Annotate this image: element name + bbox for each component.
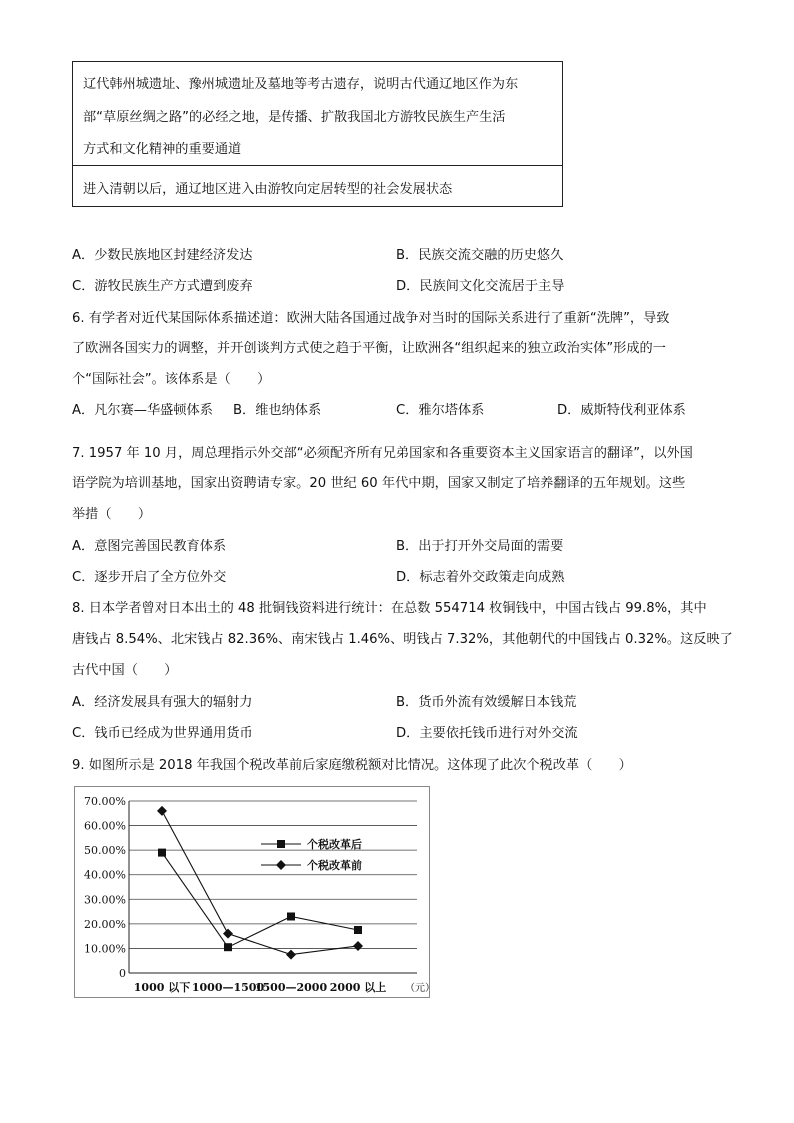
x-tick-label: 2000 以上	[329, 981, 387, 994]
table-cell-line: 方式和文化精神的重要通道	[83, 142, 242, 157]
tax-chart	[74, 786, 435, 998]
y-tick-label: 0	[119, 967, 126, 980]
q5-option-a[interactable]: A．少数民族地区封建经济发达	[72, 248, 253, 263]
q8-stem-line: 8. 日本学者曾对日本出土的 48 批铜钱资料进行统计：在总数 554714 枚铜钱中，中国古钱占 99.8%，其中	[72, 601, 707, 616]
series-line	[162, 811, 358, 955]
data-point-diamond	[286, 950, 296, 960]
y-tick-label: 10.00%	[84, 942, 126, 956]
q7-stem-line: 举措（ ）	[72, 507, 152, 522]
q6-stem-line: 6. 有学者对近代某国际体系描述道：欧洲大陆各国通过战争对当时的国际关系进行了重新“洗牌”，导致	[72, 311, 670, 326]
q6-option-a[interactable]: A．凡尔赛—华盛顿体系	[72, 403, 213, 418]
q8-stem-line: 古代中国（ ）	[72, 663, 178, 678]
q6-stem-line: 个“国际社会”。该体系是（ ）	[72, 372, 271, 387]
q8-option-c[interactable]: C．钱币已经成为世界通用货币	[72, 726, 253, 741]
table-cell-line: 部“草原丝绸之路”的必经之地，是传播、扩散我国北方游牧民族生产生活	[83, 110, 506, 125]
y-tick-label: 30.00%	[84, 893, 126, 907]
legend-marker-diamond	[276, 860, 286, 870]
q9-stem: 9. 如图所示是 2018 年我国个税改革前后家庭缴税额对比情况。这体现了此次个税改革（ ）	[72, 758, 632, 773]
q5-option-d[interactable]: D．民族间文化交流居于主导	[396, 279, 565, 294]
q5-option-c[interactable]: C．游牧民族生产方式遭到废弃	[72, 279, 253, 294]
q8-option-a[interactable]: A．经济发展具有强大的辐射力	[72, 695, 253, 710]
tax-line-chart	[75, 787, 435, 997]
q7-stem-line: 7. 1957 年 10 月，周总理指示外交部“必须配齐所有兄弟国家和各重要资本主义国家语言的翻译”，以外国	[72, 446, 693, 461]
y-tick-label: 70.00%	[84, 795, 126, 808]
q7-option-c[interactable]: C．逐步开启了全方位外交	[72, 570, 227, 585]
data-point-diamond	[353, 941, 363, 951]
x-tick-label: 1000 以下	[133, 981, 191, 994]
data-point-diamond	[223, 929, 233, 939]
q8-option-d[interactable]: D．主要依托钱币进行对外交流	[396, 726, 578, 741]
info-table	[72, 61, 563, 207]
data-point-square	[287, 912, 295, 920]
x-axis-label: （元）	[405, 983, 435, 994]
y-tick-label: 20.00%	[84, 917, 126, 931]
q7-option-b[interactable]: B．出于打开外交局面的需要	[396, 539, 564, 554]
data-point-square	[158, 849, 166, 857]
data-point-diamond	[157, 806, 167, 816]
x-tick-label: 1500—2000	[254, 981, 328, 994]
y-tick-label: 60.00%	[84, 819, 126, 833]
table-cell-line: 辽代韩州城遗址、豫州城遗址及墓地等考古遗存，说明古代通辽地区作为东	[83, 77, 519, 92]
q6-stem-line: 了欧洲各国实力的调整，并开创谈判方式使之趋于平衡，让欧洲各“组织起来的独立政治实体”形成的一	[72, 341, 666, 356]
data-point-square	[354, 926, 362, 934]
q6-option-c[interactable]: C．雅尔塔体系	[396, 403, 485, 418]
q8-option-b[interactable]: B．货币外流有效缓解日本钱荒	[396, 695, 577, 710]
q7-option-d[interactable]: D．标志着外交政策走向成熟	[396, 570, 565, 585]
q6-option-b[interactable]: B．维也纳体系	[233, 403, 322, 418]
q7-stem-line: 语学院为培训基地，国家出资聘请专家。20 世纪 60 年代中期，国家又制定了培养翻译的五年规划。这些	[72, 476, 686, 491]
x-tick-label: 1000—1500	[191, 981, 265, 994]
y-tick-label: 40.00%	[84, 868, 126, 882]
legend-label: 个税改革前	[307, 859, 362, 872]
data-point-square	[224, 943, 232, 951]
q6-option-d[interactable]: D．威斯特伐利亚体系	[557, 403, 686, 418]
table-cell-line: 进入清朝以后，通辽地区进入由游牧向定居转型的社会发展状态	[83, 182, 453, 197]
table-row	[73, 62, 562, 166]
legend-marker-square	[277, 840, 285, 848]
y-tick-label: 50.00%	[84, 844, 126, 858]
q5-option-b[interactable]: B．民族交流交融的历史悠久	[396, 248, 564, 263]
q8-stem-line: 唐钱占 8.54%、北宋钱占 82.36%、南宋钱占 1.46%、明钱占 7.32%，其他朝代的中国钱占 0.32%。这反映了	[72, 632, 733, 647]
legend-label: 个税改革后	[307, 838, 362, 851]
q7-option-a[interactable]: A．意图完善国民教育体系	[72, 539, 227, 554]
